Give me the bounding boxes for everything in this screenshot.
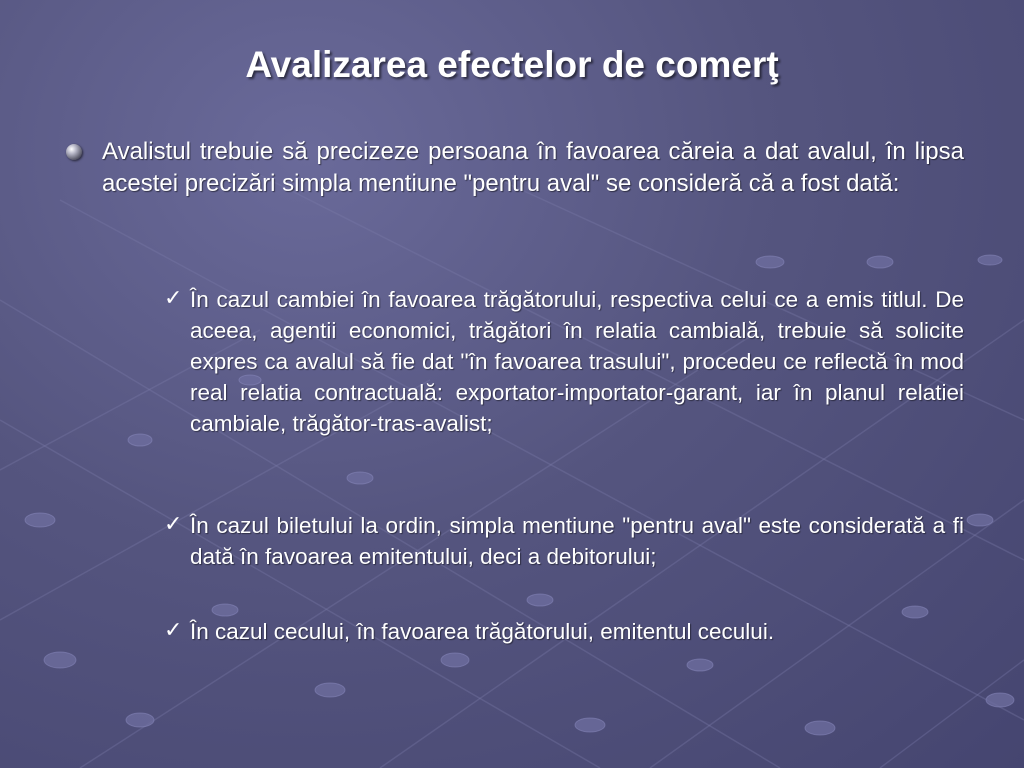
sub-bullet-text: În cazul cecului, în favoarea trăgătorului, emitentul cecului. xyxy=(190,619,775,644)
sub-bullet-text: În cazul biletului la ordin, simpla mentiune "pentru aval" este considerată a fi dată în favoarea emitentului, deci a debitorului; xyxy=(190,513,964,569)
checkmark-icon: ✓ xyxy=(164,286,183,311)
sphere-bullet-icon xyxy=(66,144,82,160)
slide-title: Avalizarea efectelor de comerţ xyxy=(245,44,779,85)
sub-bullet-text: În cazul cambiei în favoarea trăgătorului, respectiva celui ce a emis titlul. De aceea, agentii economici, trăgători în relatia cambială, trebuie să solicite expres ca avalul să fie dat ''în favoarea trasului", procedeu ce reflectă în mod real relatia contractuală: exportator-importator-garant, iar în planul relatiei cambiale, trăgător-tras-avalist; xyxy=(190,287,964,436)
main-bullet-text: Avalistul trebuie să precizeze persoana în favoarea căreia a dat avalul, în lipsa acestei precizări simpla mentiune "pentru aval" se consideră că a fost dată: xyxy=(102,138,964,197)
checkmark-icon: ✓ xyxy=(164,618,183,643)
checkmark-icon: ✓ xyxy=(164,512,183,537)
